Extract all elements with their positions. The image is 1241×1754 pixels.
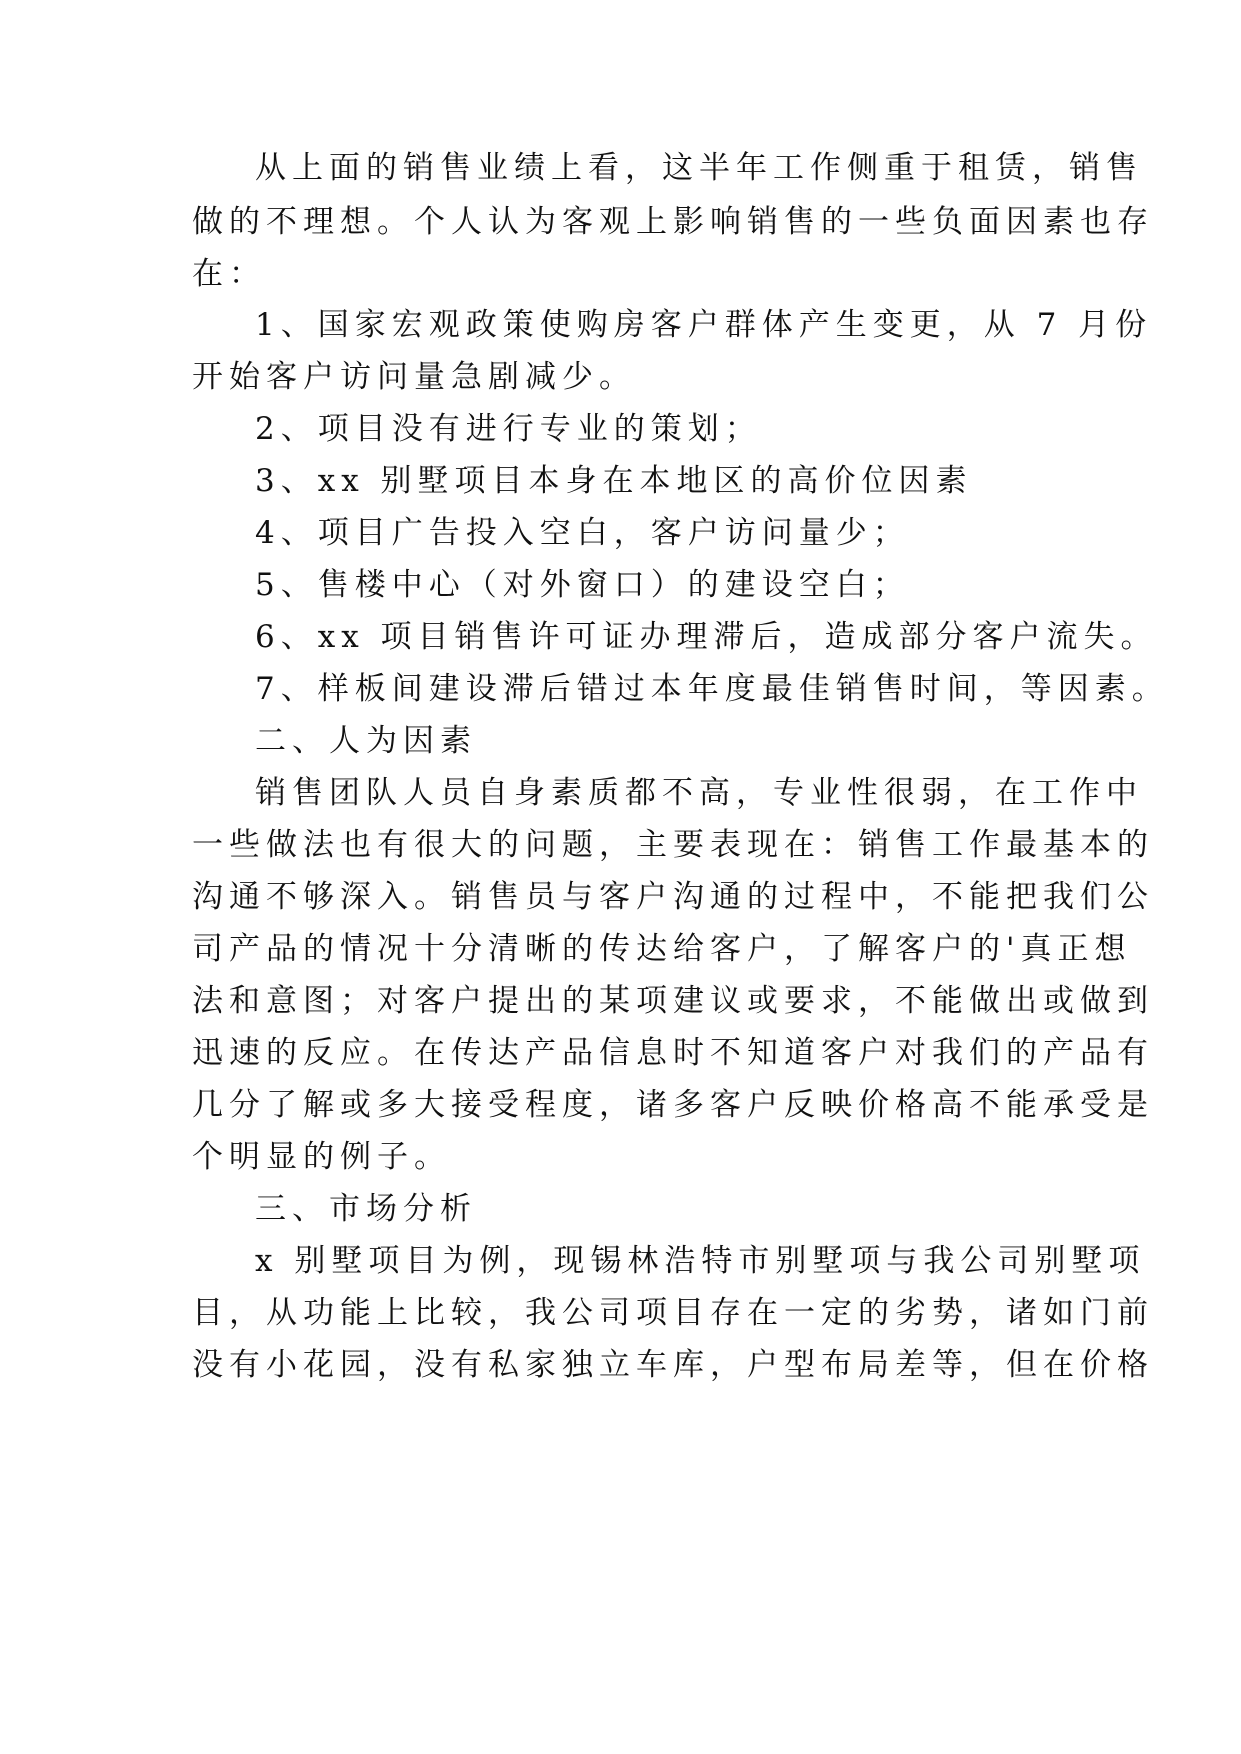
list-item-3: 3、xx 别墅项目本身在本地区的高价位因素: [255, 463, 973, 499]
section-heading-2: 二、人为因素: [255, 723, 477, 759]
list-item-1-line-1: 1、国家宏观政策使购房客户群体产生变更，从 7 月份: [255, 307, 1153, 343]
paragraph-2-line-7: 几分了解或多大接受程度，诸多客户反映价格高不能承受是: [192, 1087, 1154, 1123]
list-item-7: 7、样板间建设滞后错过本年度最佳销售时间，等因素。: [255, 671, 1169, 707]
paragraph-3-line-3: 没有小花园，没有私家独立车库，户型布局差等，但在价格: [192, 1347, 1154, 1383]
paragraph-2-line-6: 迅速的反应。在传达产品信息时不知道客户对我们的产品有: [192, 1035, 1154, 1071]
paragraph-2-line-2: 一些做法也有很大的问题，主要表现在：销售工作最基本的: [192, 827, 1154, 863]
section-heading-3: 三、市场分析: [255, 1191, 477, 1227]
paragraph-3-line-2: 目，从功能上比较，我公司项目存在一定的劣势，诸如门前: [192, 1295, 1154, 1331]
paragraph-1-line-2: 做的不理想。个人认为客观上影响销售的一些负面因素也存: [192, 204, 1154, 240]
list-item-1-line-2: 开始客户访问量急剧减少。: [192, 359, 636, 395]
list-item-4: 4、项目广告投入空白，客户访问量少；: [255, 515, 910, 551]
list-item-5: 5、售楼中心（对外窗口）的建设空白；: [255, 567, 910, 603]
paragraph-2-line-4: 司产品的情况十分清晰的传达给客户，了解客户的'真正想: [192, 931, 1132, 967]
paragraph-1-line-3: 在：: [192, 256, 266, 292]
paragraph-2-line-3: 沟通不够深入。销售员与客户沟通的过程中，不能把我们公: [192, 879, 1154, 915]
paragraph-1-line-1: 从上面的销售业绩上看，这半年工作侧重于租赁，销售: [255, 150, 1143, 186]
paragraph-2-line-5: 法和意图；对客户提出的某项建议或要求，不能做出或做到: [192, 983, 1154, 1019]
paragraph-3-line-1: x 别墅项目为例，现锡林浩特市别墅项与我公司别墅项: [255, 1243, 1146, 1279]
paragraph-2-line-8: 个明显的例子。: [192, 1139, 451, 1175]
list-item-2: 2、项目没有进行专业的策划；: [255, 411, 762, 447]
paragraph-2-line-1: 销售团队人员自身素质都不高，专业性很弱，在工作中: [255, 775, 1143, 811]
list-item-6: 6、xx 项目销售许可证办理滞后，造成部分客户流失。: [255, 619, 1158, 655]
